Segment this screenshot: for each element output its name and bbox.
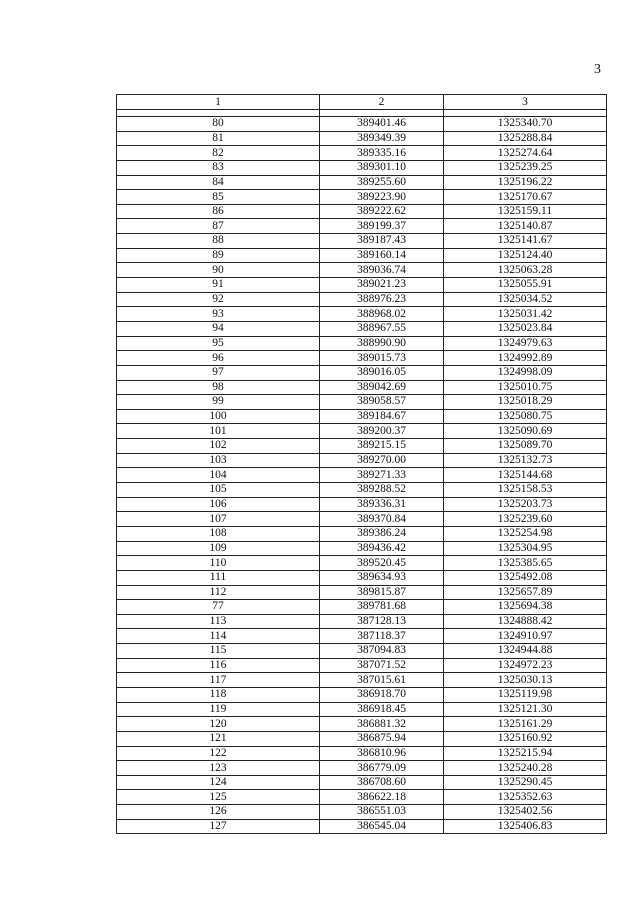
x-coordinate-cell: 389255.60: [320, 175, 444, 190]
point-number-cell: 126: [117, 805, 320, 820]
point-number-cell: 111: [117, 570, 320, 585]
y-coordinate-cell: 1325352.63: [444, 790, 607, 805]
y-coordinate-cell: 1325402.56: [444, 805, 607, 820]
point-number-cell: 81: [117, 131, 320, 146]
table-row: [117, 380, 607, 395]
table-row: [117, 424, 607, 439]
point-number-cell: 89: [117, 248, 320, 263]
table-row: [117, 717, 607, 732]
y-coordinate-cell: 1325657.89: [444, 585, 607, 600]
point-number-cell: 118: [117, 687, 320, 702]
table-row: [117, 570, 607, 585]
x-coordinate-cell: 389336.31: [320, 497, 444, 512]
table-row: [117, 687, 607, 702]
table-row: [117, 702, 607, 717]
x-coordinate-cell: 388976.23: [320, 292, 444, 307]
point-number-cell: 122: [117, 746, 320, 761]
x-coordinate-cell: 389200.37: [320, 424, 444, 439]
table-row: [117, 146, 607, 161]
y-coordinate-cell: 1324972.23: [444, 658, 607, 673]
y-coordinate-cell: 1325406.83: [444, 819, 607, 834]
point-number-cell: 94: [117, 321, 320, 336]
header-col-1: 1: [117, 95, 320, 110]
point-number-cell: 87: [117, 219, 320, 234]
y-coordinate-cell: 1325215.94: [444, 746, 607, 761]
table-row: [117, 468, 607, 483]
table-row: [117, 204, 607, 219]
table-row: [117, 746, 607, 761]
table-row: [117, 790, 607, 805]
y-coordinate-cell: 1325160.92: [444, 731, 607, 746]
y-coordinate-cell: 1325340.70: [444, 117, 607, 132]
y-coordinate-cell: 1325089.70: [444, 439, 607, 454]
x-coordinate-cell: 389199.37: [320, 219, 444, 234]
point-number-cell: 82: [117, 146, 320, 161]
y-coordinate-cell: 1325304.95: [444, 541, 607, 556]
x-coordinate-cell: 389370.84: [320, 512, 444, 527]
table-row: [117, 731, 607, 746]
y-coordinate-cell: 1325170.67: [444, 190, 607, 205]
point-number-cell: 117: [117, 673, 320, 688]
y-coordinate-cell: 1325288.84: [444, 131, 607, 146]
y-coordinate-cell: 1325694.38: [444, 600, 607, 615]
point-number-cell: 113: [117, 614, 320, 629]
table-row: [117, 453, 607, 468]
point-number-cell: 91: [117, 278, 320, 293]
spacer-cell: [117, 110, 320, 117]
y-coordinate-cell: 1325239.60: [444, 512, 607, 527]
point-number-cell: 121: [117, 731, 320, 746]
table-row: [117, 600, 607, 615]
y-coordinate-cell: 1325203.73: [444, 497, 607, 512]
header-col-3: 3: [444, 95, 607, 110]
y-coordinate-cell: 1325240.28: [444, 761, 607, 776]
y-coordinate-cell: 1325018.29: [444, 395, 607, 410]
point-number-cell: 85: [117, 190, 320, 205]
x-coordinate-cell: 389520.45: [320, 556, 444, 571]
point-number-cell: 104: [117, 468, 320, 483]
x-coordinate-cell: 389288.52: [320, 483, 444, 498]
y-coordinate-cell: 1324944.88: [444, 644, 607, 659]
point-number-cell: 97: [117, 365, 320, 380]
y-coordinate-cell: 1325030.13: [444, 673, 607, 688]
y-coordinate-cell: 1325159.11: [444, 204, 607, 219]
point-number-cell: 123: [117, 761, 320, 776]
point-number-cell: 112: [117, 585, 320, 600]
x-coordinate-cell: 389401.46: [320, 117, 444, 132]
y-coordinate-cell: 1324910.97: [444, 629, 607, 644]
x-coordinate-cell: 389016.05: [320, 365, 444, 380]
point-number-cell: 90: [117, 263, 320, 278]
point-number-cell: 77: [117, 600, 320, 615]
table-body: [117, 110, 607, 834]
x-coordinate-cell: 389015.73: [320, 351, 444, 366]
x-coordinate-cell: 387094.83: [320, 644, 444, 659]
table-row: [117, 321, 607, 336]
y-coordinate-cell: 1325031.42: [444, 307, 607, 322]
table-row: [117, 761, 607, 776]
table-row: [117, 644, 607, 659]
x-coordinate-cell: 389270.00: [320, 453, 444, 468]
table-row: [117, 292, 607, 307]
point-number-cell: 127: [117, 819, 320, 834]
table-row: [117, 614, 607, 629]
y-coordinate-cell: 1325090.69: [444, 424, 607, 439]
table-row: [117, 365, 607, 380]
point-number-cell: 86: [117, 204, 320, 219]
y-coordinate-cell: 1324992.89: [444, 351, 607, 366]
x-coordinate-cell: 389036.74: [320, 263, 444, 278]
table-row: [117, 673, 607, 688]
y-coordinate-cell: 1325141.67: [444, 234, 607, 249]
point-number-cell: 100: [117, 409, 320, 424]
point-number-cell: 80: [117, 117, 320, 132]
table-row: [117, 629, 607, 644]
table-row: [117, 658, 607, 673]
y-coordinate-cell: 1325132.73: [444, 453, 607, 468]
y-coordinate-cell: 1325161.29: [444, 717, 607, 732]
spacer-cell: [320, 110, 444, 117]
x-coordinate-cell: 389271.33: [320, 468, 444, 483]
table-row: [117, 439, 607, 454]
x-coordinate-cell: 386545.04: [320, 819, 444, 834]
point-number-cell: 124: [117, 775, 320, 790]
x-coordinate-cell: 389335.16: [320, 146, 444, 161]
x-coordinate-cell: 389184.67: [320, 409, 444, 424]
x-coordinate-cell: 389215.15: [320, 439, 444, 454]
point-number-cell: 93: [117, 307, 320, 322]
point-number-cell: 96: [117, 351, 320, 366]
point-number-cell: 88: [117, 234, 320, 249]
table-row: [117, 175, 607, 190]
table-row: [117, 336, 607, 351]
point-number-cell: 114: [117, 629, 320, 644]
x-coordinate-cell: 389223.90: [320, 190, 444, 205]
x-coordinate-cell: 389436.42: [320, 541, 444, 556]
y-coordinate-cell: 1325121.30: [444, 702, 607, 717]
y-coordinate-cell: 1325023.84: [444, 321, 607, 336]
x-coordinate-cell: 386708.60: [320, 775, 444, 790]
point-number-cell: 110: [117, 556, 320, 571]
x-coordinate-cell: 388968.02: [320, 307, 444, 322]
table-row: [117, 512, 607, 527]
y-coordinate-cell: 1325063.28: [444, 263, 607, 278]
x-coordinate-cell: 387015.61: [320, 673, 444, 688]
table-row: [117, 263, 607, 278]
x-coordinate-cell: 386875.94: [320, 731, 444, 746]
point-number-cell: 120: [117, 717, 320, 732]
table-row: [117, 805, 607, 820]
point-number-cell: 101: [117, 424, 320, 439]
x-coordinate-cell: 389021.23: [320, 278, 444, 293]
x-coordinate-cell: 389781.68: [320, 600, 444, 615]
x-coordinate-cell: 389160.14: [320, 248, 444, 263]
x-coordinate-cell: 388990.90: [320, 336, 444, 351]
point-number-cell: 109: [117, 541, 320, 556]
table-row: [117, 395, 607, 410]
table-row: [117, 219, 607, 234]
point-number-cell: 108: [117, 526, 320, 541]
y-coordinate-cell: 1325254.98: [444, 526, 607, 541]
x-coordinate-cell: 386918.70: [320, 687, 444, 702]
table-row: [117, 278, 607, 293]
x-coordinate-cell: 389222.62: [320, 204, 444, 219]
table-row: [117, 351, 607, 366]
y-coordinate-cell: 1324888.42: [444, 614, 607, 629]
point-number-cell: 92: [117, 292, 320, 307]
table-header: [117, 95, 607, 110]
y-coordinate-cell: 1325385.65: [444, 556, 607, 571]
table-row: [117, 307, 607, 322]
x-coordinate-cell: 388967.55: [320, 321, 444, 336]
table-row: [117, 234, 607, 249]
header-row: [117, 95, 607, 110]
y-coordinate-cell: 1325124.40: [444, 248, 607, 263]
y-coordinate-cell: 1325290.45: [444, 775, 607, 790]
x-coordinate-cell: 389815.87: [320, 585, 444, 600]
y-coordinate-cell: 1325119.98: [444, 687, 607, 702]
y-coordinate-cell: 1325158.53: [444, 483, 607, 498]
y-coordinate-cell: 1325055.91: [444, 278, 607, 293]
point-number-cell: 99: [117, 395, 320, 410]
y-coordinate-cell: 1325034.52: [444, 292, 607, 307]
point-number-cell: 98: [117, 380, 320, 395]
point-number-cell: 83: [117, 160, 320, 175]
point-number-cell: 105: [117, 483, 320, 498]
header-col-2: 2: [320, 95, 444, 110]
y-coordinate-cell: 1325010.75: [444, 380, 607, 395]
table-row: [117, 483, 607, 498]
table-row: [117, 248, 607, 263]
x-coordinate-cell: 387071.52: [320, 658, 444, 673]
x-coordinate-cell: 386551.03: [320, 805, 444, 820]
point-number-cell: 107: [117, 512, 320, 527]
x-coordinate-cell: 387118.37: [320, 629, 444, 644]
point-number-cell: 119: [117, 702, 320, 717]
table-row: [117, 541, 607, 556]
x-coordinate-cell: 386622.18: [320, 790, 444, 805]
x-coordinate-cell: 386918.45: [320, 702, 444, 717]
table-row: [117, 117, 607, 132]
x-coordinate-cell: 386810.96: [320, 746, 444, 761]
x-coordinate-cell: 389058.57: [320, 395, 444, 410]
y-coordinate-cell: 1324979.63: [444, 336, 607, 351]
coordinates-table: [116, 94, 607, 834]
x-coordinate-cell: 389042.69: [320, 380, 444, 395]
table-row: [117, 497, 607, 512]
point-number-cell: 115: [117, 644, 320, 659]
y-coordinate-cell: 1325144.68: [444, 468, 607, 483]
table-row: [117, 131, 607, 146]
x-coordinate-cell: 389187.43: [320, 234, 444, 249]
x-coordinate-cell: 389386.24: [320, 526, 444, 541]
point-number-cell: 125: [117, 790, 320, 805]
y-coordinate-cell: 1325140.87: [444, 219, 607, 234]
point-number-cell: 116: [117, 658, 320, 673]
table-row: [117, 775, 607, 790]
table-row: [117, 190, 607, 205]
table-row: [117, 556, 607, 571]
y-coordinate-cell: 1325080.75: [444, 409, 607, 424]
page-number: 3: [594, 62, 601, 77]
table-row: [117, 819, 607, 834]
x-coordinate-cell: 387128.13: [320, 614, 444, 629]
point-number-cell: 103: [117, 453, 320, 468]
y-coordinate-cell: 1325274.64: [444, 146, 607, 161]
y-coordinate-cell: 1325239.25: [444, 160, 607, 175]
spacer-row: [117, 110, 607, 117]
x-coordinate-cell: 386779.09: [320, 761, 444, 776]
table-row: [117, 585, 607, 600]
table-row: [117, 526, 607, 541]
y-coordinate-cell: 1324998.09: [444, 365, 607, 380]
table-row: [117, 160, 607, 175]
y-coordinate-cell: 1325492.08: [444, 570, 607, 585]
y-coordinate-cell: 1325196.22: [444, 175, 607, 190]
x-coordinate-cell: 386881.32: [320, 717, 444, 732]
spacer-cell: [444, 110, 607, 117]
table-row: [117, 409, 607, 424]
point-number-cell: 106: [117, 497, 320, 512]
x-coordinate-cell: 389634.93: [320, 570, 444, 585]
x-coordinate-cell: 389301.10: [320, 160, 444, 175]
point-number-cell: 95: [117, 336, 320, 351]
point-number-cell: 102: [117, 439, 320, 454]
point-number-cell: 84: [117, 175, 320, 190]
x-coordinate-cell: 389349.39: [320, 131, 444, 146]
